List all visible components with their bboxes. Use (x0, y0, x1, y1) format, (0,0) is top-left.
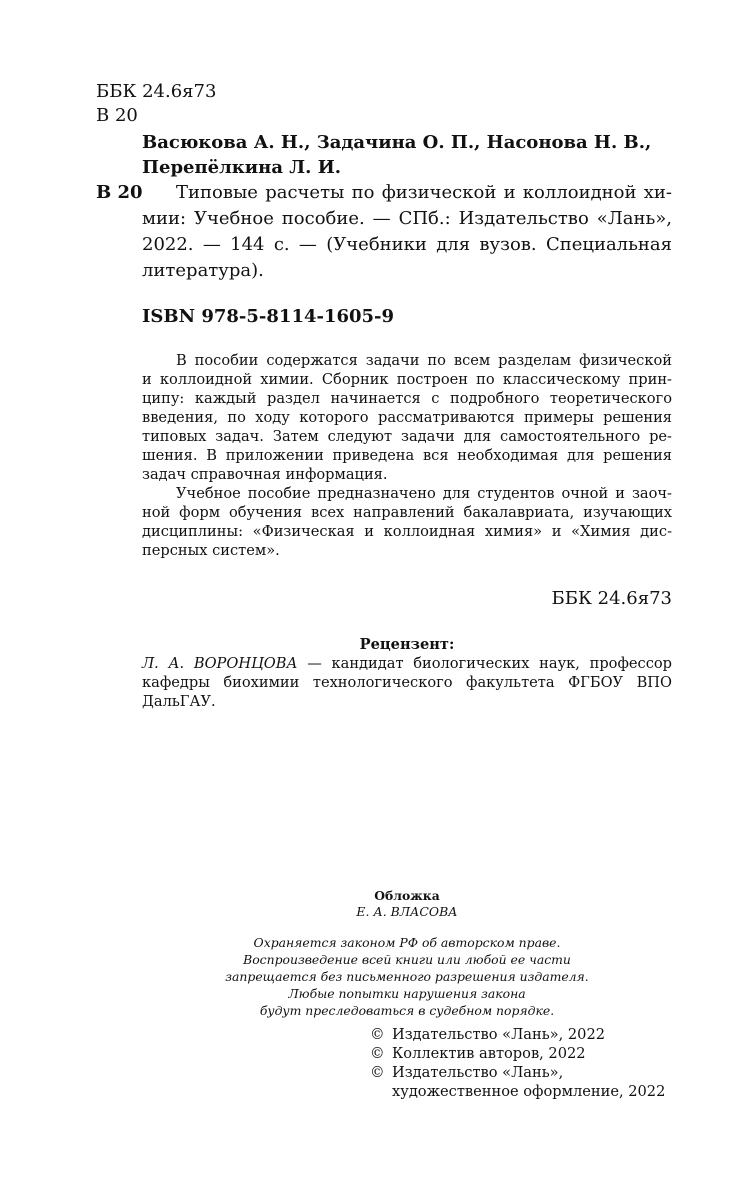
abstract-line: дисциплины: «Физическая и коллоидная химия» и «Химия дис- (142, 523, 672, 540)
copyright-authors: Коллектив авторов, 2022 (392, 1045, 586, 1062)
abstract (142, 351, 672, 560)
isbn: ISBN 978-5-8114-1605-9 (142, 306, 395, 327)
copyright-row (370, 1082, 665, 1101)
abstract-line: шения. В приложении приведена вся необходимая для решения (142, 447, 672, 464)
abstract-line: введения, по ходу которого рассматриваются примеры решения (142, 409, 672, 426)
abstract-line: В пособии содержатся задачи по всем разделам физической (176, 352, 672, 369)
reviewer-line-2: кафедры биохимии технологического факультета ФГБОУ ВПО (142, 674, 672, 691)
legal-line: запрещается без письменного разрешения издателя. (225, 969, 589, 984)
copyright-spacer (370, 1082, 392, 1101)
title-line-1: Типовые расчеты по физической и коллоидной хи- (176, 182, 672, 203)
copyright-symbol: © (370, 1026, 385, 1043)
title-line-4: литература). (142, 260, 264, 281)
reviewer-info (142, 654, 672, 711)
authors-line-2: Перепёлкина Л. И. (142, 157, 341, 178)
abstract-line: ной форм обучения всех направлений бакалавриата, изучающих (142, 504, 672, 521)
copyright-symbol: © (370, 1045, 385, 1062)
reviewer-line-3: ДальГАУ. (142, 693, 216, 710)
abstract-line: персных систем». (142, 542, 280, 559)
legal-notice (142, 934, 672, 1019)
title-code: В 20 (96, 182, 143, 203)
copyright-symbol: © (370, 1064, 385, 1081)
legal-line: Воспроизведение всей книги или любой ее части (243, 952, 571, 967)
reviewer-line-1 (142, 654, 672, 673)
title-line-3: 2022. — 144 с. — (Учебники для вузов. Специальная (142, 234, 672, 255)
abstract-line: Учебное пособие предназначено для студентов очной и заоч- (176, 485, 672, 502)
reviewer-title: — кандидат биологических наук, профессор (297, 655, 672, 672)
abstract-line: задач справочная информация. (142, 466, 388, 483)
bbk-code-bottom: ББК 24.6я73 (551, 588, 672, 609)
reviewer-name: Л. А. ВОРОНЦОВА (142, 655, 298, 672)
copyright-row (370, 1044, 665, 1063)
cover-designer: Е. А. ВЛАСОВА (356, 904, 458, 919)
legal-line: будут преследоваться в судебном порядке. (259, 1003, 555, 1018)
title-line-2: мии: Учебное пособие. — СПб.: Издательство «Лань», (142, 208, 672, 229)
copyright-block (370, 1025, 665, 1101)
authors-line-1: Васюкова А. Н., Задачина О. П., Насонова Н. В., (142, 132, 652, 153)
legal-line: Любые попытки нарушения закона (288, 986, 526, 1001)
abstract-line: ципу: каждый раздел начинается с подробного теоретического (142, 390, 672, 407)
copyright-row (370, 1063, 665, 1082)
abstract-line: и коллоидной химии. Сборник построен по классическому прин- (142, 371, 672, 388)
copyright-design: Издательство «Лань», (392, 1064, 564, 1081)
reviewer-label: Рецензент: (359, 636, 455, 653)
author-mark-code: В 20 (96, 105, 138, 126)
bbk-code-top: ББК 24.6я73 (96, 81, 217, 102)
copyright-publisher: Издательство «Лань», 2022 (392, 1026, 606, 1043)
abstract-line: типовых задач. Затем следуют задачи для самостоятельного ре- (142, 428, 672, 445)
cover-label: Обложка (374, 888, 440, 903)
legal-line: Охраняется законом РФ об авторском праве. (253, 935, 561, 950)
copyright-row (370, 1025, 665, 1044)
copyright-design-continued: художественное оформление, 2022 (392, 1083, 666, 1100)
book-title (142, 181, 672, 282)
